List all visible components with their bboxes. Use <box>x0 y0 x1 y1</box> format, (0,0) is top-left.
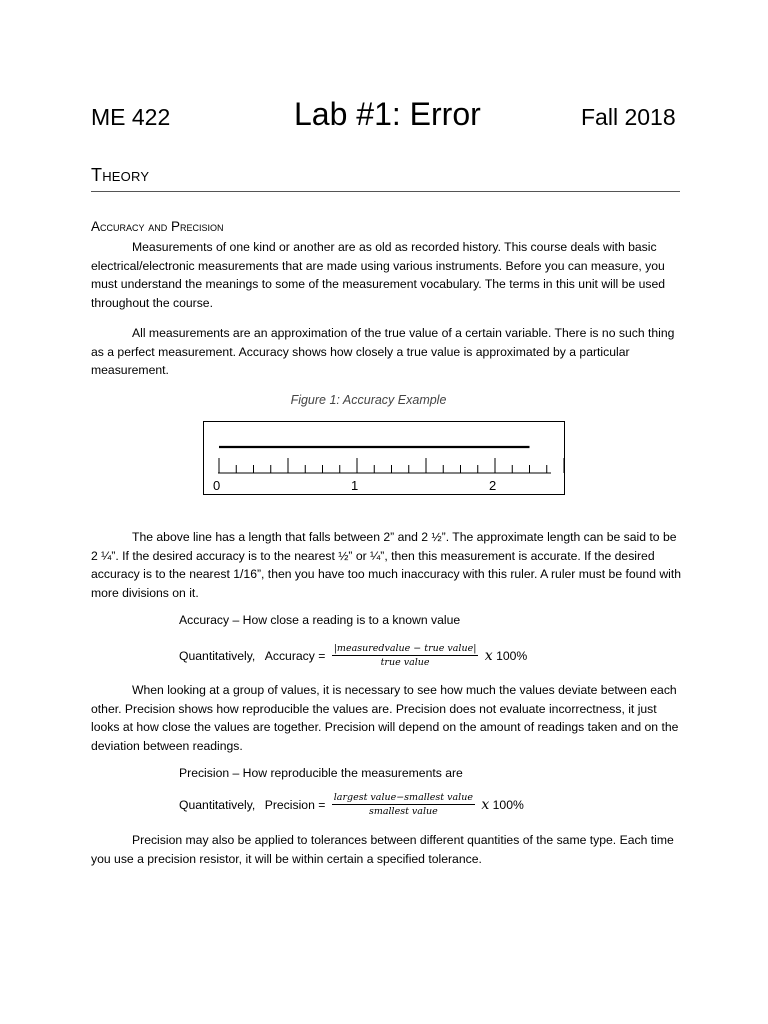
paragraph-intro: Measurements of one kind or another are as old as recorded history. This course deals with basic electrical/electronic measurements that are made using various instruments. Before you can measure, you must understand the meanings to some of the measurement vocabulary. The terms in this unit will be used throughout the course. <box>91 240 666 310</box>
ruler-ticks <box>219 458 564 473</box>
ruler-label: 1 <box>351 478 359 493</box>
ruler-label: 2 <box>489 478 497 493</box>
accuracy-lhs: Accuracy = <box>264 648 326 663</box>
paragraph-accuracy: All measurements are an approximation of the true value of a certain variable. There is no such thing as a perfect measurement. Accuracy shows how closely a true value is approximated by a particular measurement. <box>91 326 675 377</box>
accuracy-prefix: Quantitatively, <box>179 648 256 663</box>
course-code: ME 422 <box>91 104 171 130</box>
section-divider <box>91 191 680 192</box>
accuracy-percent: 100% <box>496 648 528 663</box>
precision-times: x <box>481 796 490 813</box>
precision-prefix: Quantitatively, <box>179 797 256 812</box>
precision-definition: Precision – How reproducible the measurements are <box>179 766 463 780</box>
accuracy-times: x <box>484 647 493 664</box>
precision-lhs: Precision = <box>264 797 326 812</box>
ruler-drawing <box>204 422 564 494</box>
precision-fraction <box>332 792 475 817</box>
ruler-labels <box>213 478 496 493</box>
precision-numerator: largest value−smallest value <box>333 792 473 803</box>
ruler-label: 0 <box>213 478 221 493</box>
paragraph-precision: When looking at a group of values, it is necessary to see how much the values deviate between each other. Precision shows how reproducible the values are. Precision does not evaluate incorrectness, it just looks at how close the values are together. Precision will depend on the amount of readings taken and on the deviation between readings. <box>91 683 679 753</box>
accuracy-definition: Accuracy – How close a reading is to a known value <box>179 613 461 627</box>
precision-percent: 100% <box>492 797 524 812</box>
ruler-figure <box>203 421 565 495</box>
accuracy-fraction <box>332 643 479 668</box>
accuracy-denominator: true value <box>380 657 430 668</box>
page-title: Lab #1: Error <box>294 96 481 132</box>
accuracy-formula <box>179 643 527 671</box>
accuracy-numerator: |measuredvalue − true value| <box>333 643 477 654</box>
paragraph-ruler: The above line has a length that falls between 2” and 2 ½”. The approximate length can be said to be 2 ¼”. If the desired accuracy is to the nearest ½” or ¼”, then this measurement is accurate. If the desired accuracy is to the nearest 1/16”, then you have too much inaccuracy with this ruler. A ruler must be found with more divisions on it. <box>91 530 682 600</box>
section-heading: Theory <box>91 165 150 185</box>
term-label: Fall 2018 <box>581 104 676 130</box>
precision-denominator: smallest value <box>368 806 438 817</box>
precision-formula <box>179 792 524 820</box>
subsection-heading: Accuracy and Precision <box>91 219 224 234</box>
figure-caption: Figure 1: Accuracy Example <box>290 393 447 407</box>
paragraph-tolerance: Precision may also be applied to tolerances between different quantities of the same type. Each time you use a precision resistor, it will be within certain a specified tolerance. <box>91 833 674 866</box>
